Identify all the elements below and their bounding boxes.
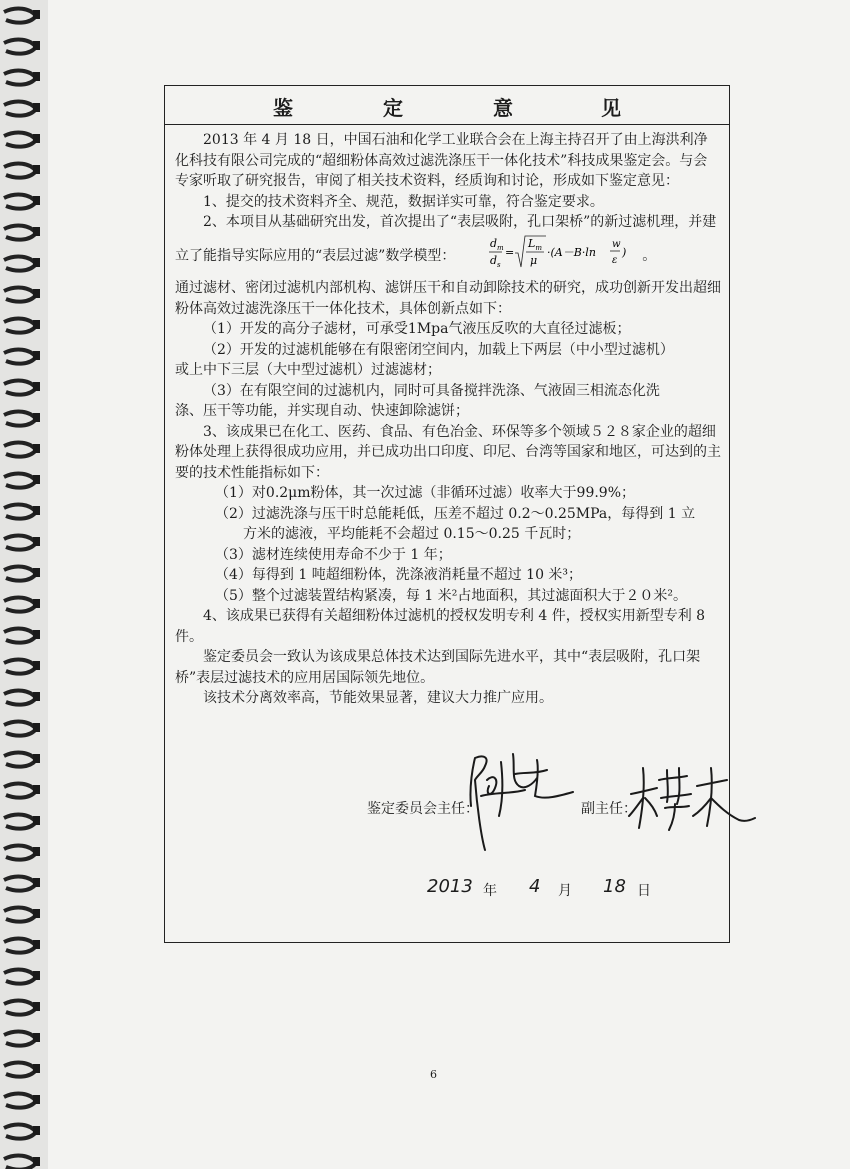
metric-2: （2）过滤洗涤与压干时总能耗低，压差不超过 0.2～0.25MPa，每得到 1 立 [215, 505, 696, 522]
formula-w: w [611, 238, 621, 250]
formula-rad-den: μ [529, 253, 537, 267]
binding-hole [33, 227, 40, 236]
formula-lhs-num: d [489, 236, 497, 250]
binding-hole [33, 630, 40, 639]
binding-hole [33, 10, 40, 19]
filtration-formula [460, 233, 638, 279]
metric-5: （5）整个过滤装置结构紧凑，每 1 米²占地面积，其过滤面积大于２０米²。 [215, 587, 687, 604]
metric-1: （1）对0.2μm粉体，其一次过滤（非循环过滤）收率大于99.9%； [215, 485, 636, 501]
binding-hole [33, 382, 40, 391]
binding-hole [33, 599, 40, 608]
vice-chair-label: 副主任： [581, 801, 637, 817]
date-month: 4 [529, 876, 541, 897]
binding-hole [33, 289, 40, 298]
binding-hole [33, 754, 40, 763]
chair-signature [455, 746, 585, 856]
metric-3: （3）滤材连续使用寿命不少于 1 年； [215, 546, 452, 563]
binding-hole [33, 413, 40, 422]
header-char: 鉴 [273, 96, 293, 120]
binding-hole [33, 537, 40, 546]
binding-hole [33, 475, 40, 484]
binding-hole [33, 72, 40, 81]
svg-text:dm: $d_m$ [489, 236, 504, 252]
metric-4: （4）每得到 1 吨超细粉体，洗涤液消耗量不超过 10 米³； [215, 567, 583, 583]
date-day-char: 日 [637, 883, 651, 899]
binding-hole [33, 1095, 40, 1104]
binding-hole [33, 1002, 40, 1011]
paragraph-item-4: 4、该成果已获得有关超细粉体过滤机的授权发明专利 4 件，授权实用新型专利 8 件。 [175, 608, 706, 645]
date-month-char: 月 [558, 883, 572, 899]
binding-hole [33, 847, 40, 856]
binding-hole [33, 506, 40, 515]
binding-hole [33, 816, 40, 825]
binding-hole [33, 1033, 40, 1042]
date-day: 18 [603, 876, 626, 897]
opinion-body [175, 130, 721, 709]
formula-close: ) [621, 245, 627, 259]
header-char: 定 [383, 96, 403, 120]
binding-hole [33, 351, 40, 360]
paragraph-item-1: 1、提交的技术资料齐全、规范，数据详实可靠，符合鉴定要求。 [203, 193, 604, 210]
binding-hole [33, 1064, 40, 1073]
binding-hole [33, 1126, 40, 1135]
binding-hole [33, 909, 40, 918]
paragraph-item-2-text: 2、本项目从基础研究出发，首次提出了“表层吸附，孔口架桥”的新过滤机理，并建立了能指导实际应用的“表层过滤”数学模型： [175, 214, 717, 264]
svg-text:Lm: $L_m$ [527, 236, 542, 252]
binding-hole [33, 692, 40, 701]
paragraph-recommendation: 该技术分离效率高，节能效果显著，建议大力推广应用。 [203, 690, 553, 706]
metric-2-cont: 方米的滤液，平均能耗不会超过 0.15～0.25 千瓦时； [243, 526, 581, 542]
formula-eps: ε [611, 254, 618, 266]
binding-hole [33, 196, 40, 205]
paragraph-item-2-cont: 通过滤材、密闭过滤机内部机构、滤饼压干和自动卸除技术的研究，成功创新开发出超细粉体高效过滤洗涤压干一体化技术，具体创新点如下： [175, 280, 721, 317]
date-year-char: 年 [483, 883, 497, 899]
innovation-2-cont: 或上中下三层（大中型过滤机）过滤滤材； [175, 362, 441, 378]
chair-label: 鉴定委员会主任： [367, 801, 479, 817]
binding-hole [33, 785, 40, 794]
paragraph-conclusion: 鉴定委员会一致认为该成果总体技术达到国际先进水平，其中“表层吸附，孔口架桥”表层过滤技术的应用居国际领先地位。 [175, 649, 701, 686]
binding-hole [33, 723, 40, 732]
formula-rad-num: L [527, 236, 536, 250]
paragraph-intro: 2013 年 4 月 18 日，中国石油和化学工业联合会在上海主持召开了由上海洪利净化科技有限公司完成的“超细粉体高效过滤洗涤压干一体化技术”科技成果鉴定会。与会专家听取了研究报告，审阅了相关技术资料，经质询和讨论，形成如下鉴定意见： [175, 132, 708, 189]
paragraph-item-2 [175, 212, 721, 278]
binding-hole [33, 444, 40, 453]
innovation-1: （1）开发的高分子滤材，可承受1Mpa气液压反吹的大直径过滤板； [203, 321, 631, 337]
binding-hole [33, 568, 40, 577]
header-char: 意 [493, 96, 513, 120]
svg-text:ds: $d_s$ [489, 253, 501, 269]
paragraph-item-3: 3、该成果已在化工、医药、食品、有色冶金、环保等多个领域５２８家企业的超细粉体处理上获得很成功应用，并已成功出口印度、印尼、台湾等国家和地区，可达到的主要的技术性能指标如下： [175, 423, 721, 481]
binding-hole [33, 320, 40, 329]
binding-hole [33, 971, 40, 980]
formula-graphic [488, 233, 638, 271]
date-year: 2013 [427, 876, 473, 897]
binding-hole [33, 165, 40, 174]
page-number: 6 [430, 1068, 437, 1081]
appraisal-opinion-box [164, 85, 730, 943]
formula-lhs-den: d [489, 253, 497, 267]
binding-hole [33, 134, 40, 143]
box-header [165, 86, 729, 125]
svg-text:=: = [504, 245, 514, 259]
binding-hole [33, 878, 40, 887]
binding-hole [33, 258, 40, 267]
vice-chair-signature [627, 758, 757, 848]
formula-end: 。 [642, 247, 657, 264]
innovation-2: （2）开发的过滤机能够在有限密闭空间内，加载上下两层（中小型过滤机） [203, 341, 674, 358]
formula-tail: ·(A－B·ln [546, 245, 596, 259]
spiral-binding [0, 0, 48, 1169]
binding-hole [33, 940, 40, 949]
binding-hole [33, 1157, 40, 1166]
binding-hole [33, 661, 40, 670]
innovation-3: （3）在有限空间的过滤机内，同时可具备搅拌洗涤、气液固三相流态化洗 [203, 382, 660, 399]
binding-hole [33, 41, 40, 50]
binding-hole [33, 103, 40, 112]
header-char: 见 [601, 96, 621, 120]
innovation-3-cont: 涤、压干等功能，并实现自动、快速卸除滤饼； [175, 403, 469, 419]
